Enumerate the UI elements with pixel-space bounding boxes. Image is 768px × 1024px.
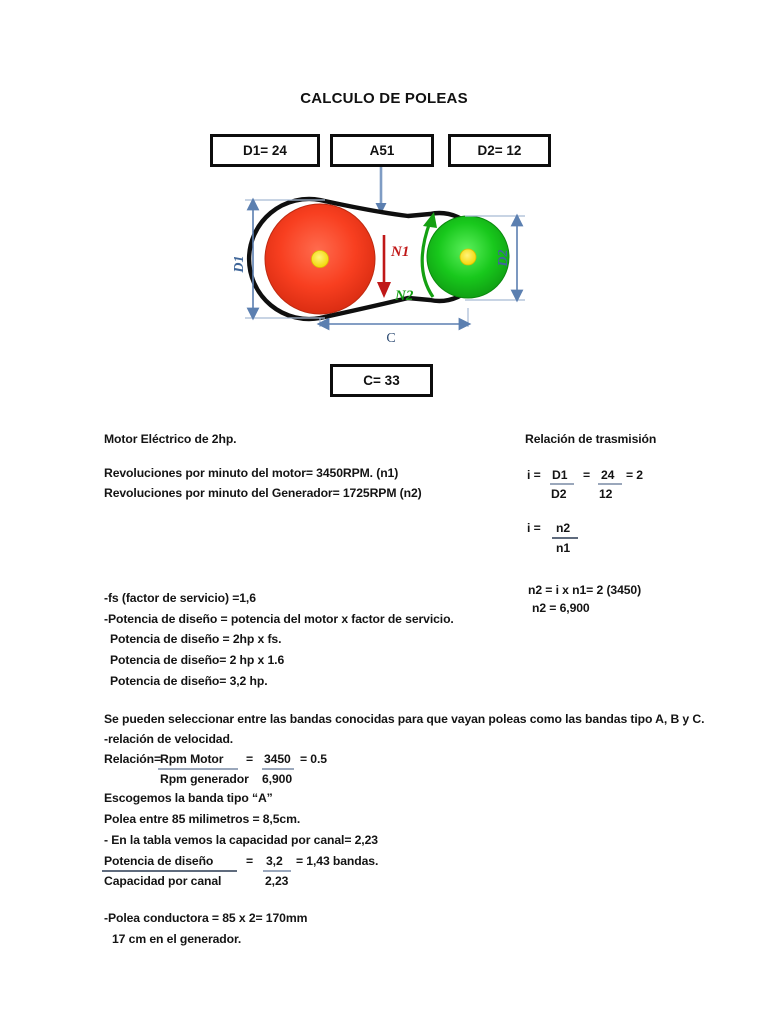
page-title: CALCULO DE POLEAS <box>300 90 468 107</box>
i-numerator-d1: D1 <box>552 468 568 482</box>
d2-dimension-label: D2 <box>496 249 511 267</box>
fraction-bar-7 <box>263 870 291 872</box>
i-denominator-12: 12 <box>599 487 613 501</box>
fraction-bar-5 <box>262 768 294 770</box>
text-potencia-3: Potencia de diseño= 3,2 hp. <box>110 674 268 688</box>
bandas-numerator-2: 3,2 <box>266 854 283 868</box>
text-fs: -fs (factor de servicio) =1,6 <box>104 591 256 605</box>
text-bandas-intro: Se pueden seleccionar entre las bandas conocidas para que vayan poleas como las bandas tipo A, B y C. <box>104 712 705 726</box>
relacion-label: Relación= <box>104 752 162 766</box>
text-n2-formula: n2 = i x n1= 2 (3450) <box>528 583 642 597</box>
relacion-denominator-2: 6,900 <box>262 772 292 786</box>
n2-label: N2 <box>395 288 414 304</box>
text-escogemos-banda: Escogemos la banda tipo “A” <box>104 791 273 805</box>
text-rpm-motor: Revoluciones por minuto del motor= 3450RPM. (n1) <box>104 466 399 480</box>
fraction-bar-6 <box>102 870 237 872</box>
relacion-equals: = <box>246 752 254 766</box>
text-polea-generador: 17 cm en el generador. <box>112 932 242 946</box>
text-potencia-definicion: -Potencia de diseño = potencia del motor x factor de servicio. <box>104 612 454 626</box>
text-polea-milimetros: Polea entre 85 milimetros = 8,5cm. <box>104 812 301 826</box>
bandas-denominator: Capacidad por canal <box>104 874 222 888</box>
value-box-c: C= 33 <box>330 364 433 397</box>
fraction-bar-1 <box>550 483 574 485</box>
bandas-equals: = <box>246 854 254 868</box>
text-potencia-2: Potencia de diseño= 2 hp x 1.6 <box>110 653 285 667</box>
fraction-bar-3 <box>552 537 578 539</box>
i-numerator-n2: n2 <box>556 521 571 535</box>
d1-dimension-label: D1 <box>232 255 247 273</box>
relacion-numerator: Rpm Motor <box>160 752 224 766</box>
text-polea-conductora: -Polea conductora = 85 x 2= 170mm <box>104 911 308 925</box>
text-motor-electrico: Motor Eléctrico de 2hp. <box>104 432 237 446</box>
text-n2-result: n2 = 6,900 <box>532 601 590 615</box>
text-capacidad-canal: - En la tabla vemos la capacidad por canal= 2,23 <box>104 833 378 847</box>
text-rpm-generador: Revoluciones por minuto del Generador= 1725RPM (n2) <box>104 486 422 500</box>
i-denominator-d2: D2 <box>551 487 567 501</box>
i-label-2: i = <box>527 521 541 535</box>
value-box-d1: D1= 24 <box>210 134 320 167</box>
value-box-d2: D2= 12 <box>448 134 551 167</box>
i-equals-1: = <box>583 468 591 482</box>
fraction-bar-4 <box>158 768 238 770</box>
bandas-denominator-2: 2,23 <box>265 874 289 888</box>
fraction-bar-2 <box>598 483 622 485</box>
i-numerator-24: 24 <box>601 468 615 482</box>
text-potencia-1: Potencia de diseño = 2hp x fs. <box>110 632 282 646</box>
n1-label: N1 <box>391 244 410 260</box>
relacion-numerator-2: 3450 <box>264 752 291 766</box>
bandas-numerator: Potencia de diseño <box>104 854 214 868</box>
bandas-result: = 1,43 bandas. <box>296 854 379 868</box>
heading-relacion-trasmision: Relación de trasmisión <box>525 432 657 446</box>
pulley-belt-diagram <box>225 190 545 345</box>
text-relacion-velocidad: -relación de velocidad. <box>104 732 234 746</box>
i-result-2: = 2 <box>626 468 643 482</box>
i-denominator-n1: n1 <box>556 541 571 555</box>
relacion-denominator: Rpm generador <box>160 772 249 786</box>
driver-pulley-hub <box>312 251 329 268</box>
value-box-a51: A51 <box>330 134 434 167</box>
relacion-result: = 0.5 <box>300 752 327 766</box>
driven-pulley-hub <box>460 249 476 265</box>
c-dimension-label: C <box>386 331 396 345</box>
i-label-1: i = <box>527 468 541 482</box>
